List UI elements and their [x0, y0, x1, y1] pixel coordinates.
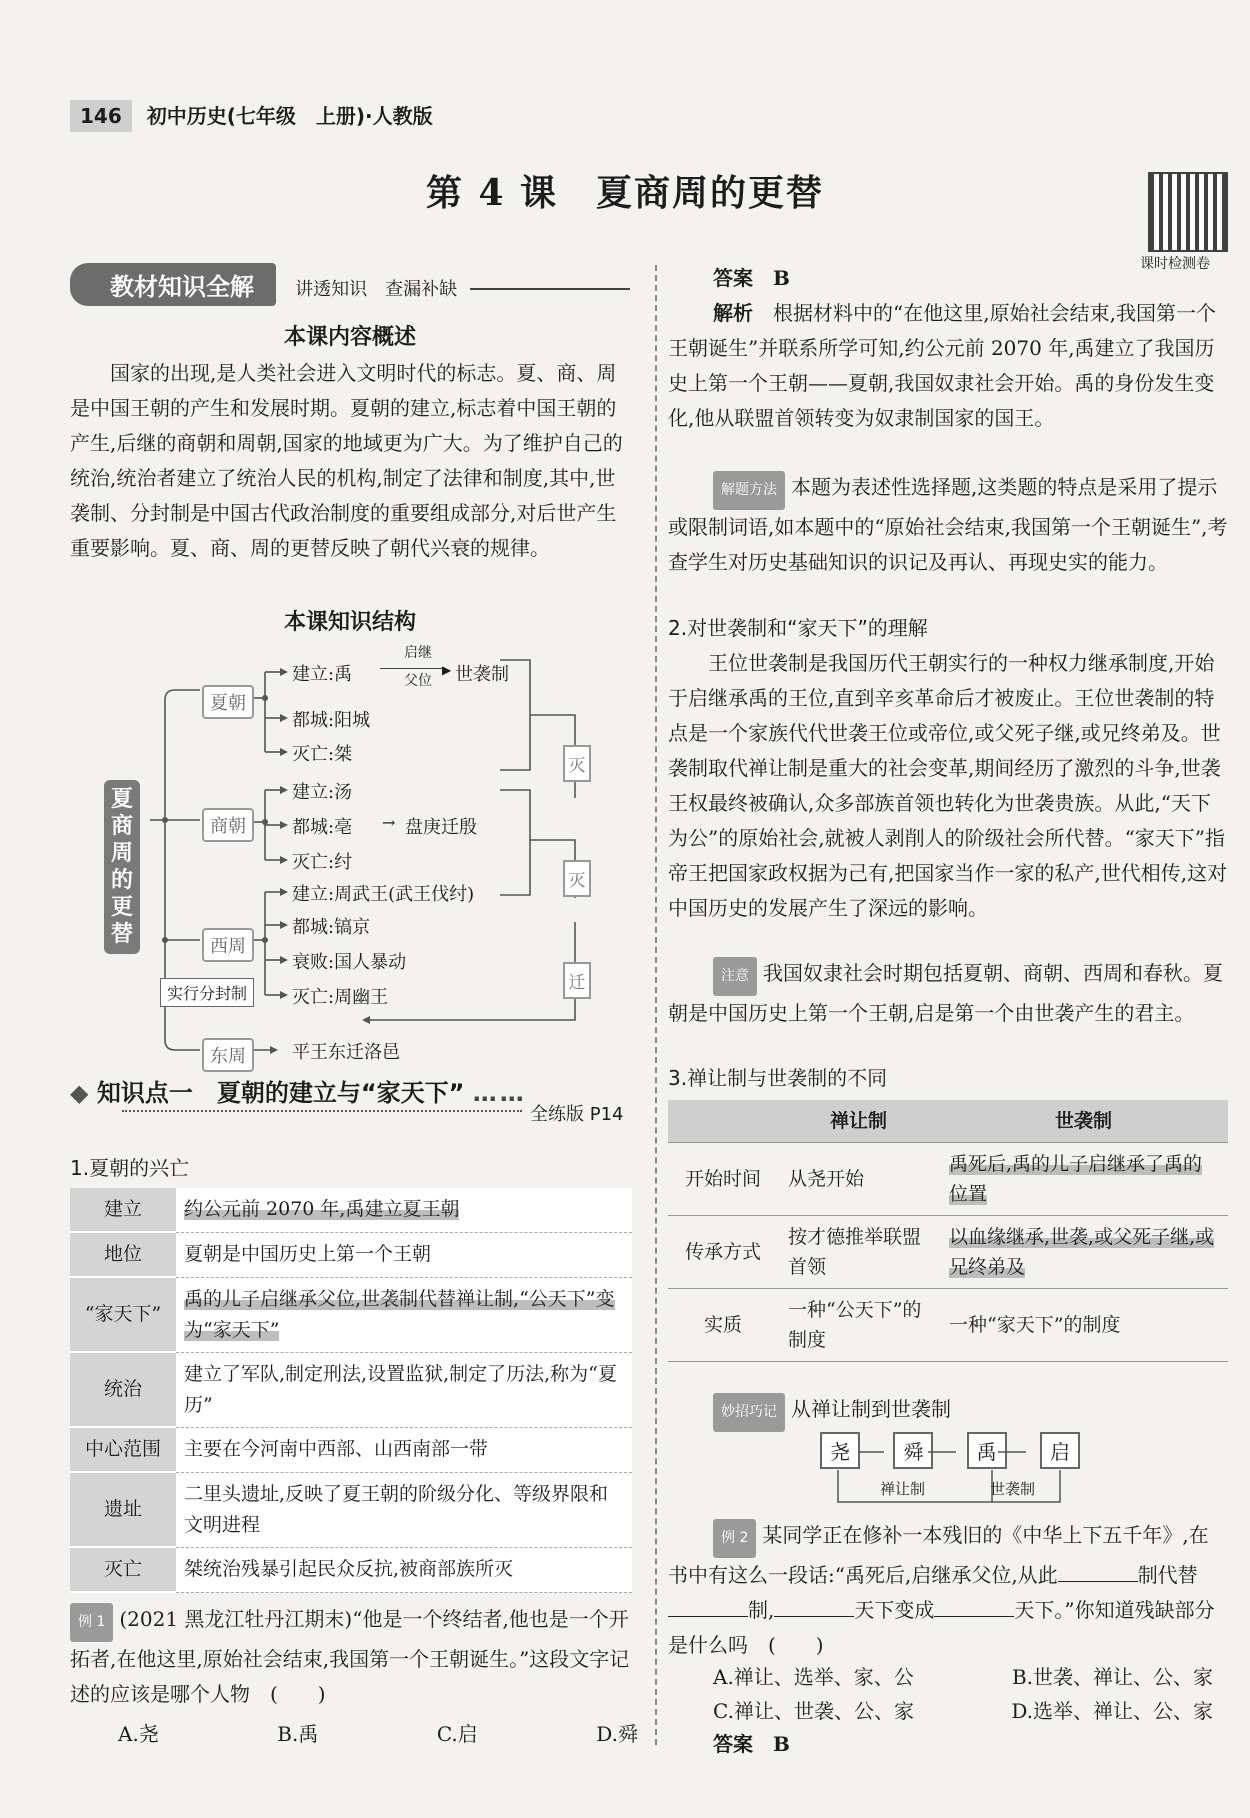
xia-row-value: 二里头遗址,反映了夏王朝的阶级分化、等级界限和文明进程 [176, 1472, 632, 1547]
xia-row-value [176, 1188, 632, 1232]
xia-row-key: 建立 [70, 1188, 176, 1232]
example-2-w1: 制代替 [1137, 1563, 1198, 1587]
book-title: 初中历史(七年级 上册)·人教版 [146, 104, 433, 128]
xia-arrow-head: ▶ [442, 663, 452, 677]
note-text: 我国奴隶社会时期包括夏朝、商朝、西周和春秋。夏朝是中国历史上第一个王朝,启是第一个由世袭产生的君主。 [668, 961, 1223, 1025]
xizhou-fall: 灭亡:周幽王 [292, 987, 389, 1008]
ex2-option-a[interactable]: A.禅让、选举、家、公 [713, 1665, 914, 1689]
chain-shun: 舜 [893, 1432, 933, 1469]
sec3-title: 3.禅让制与世袭制的不同 [668, 1066, 888, 1090]
sec2-title: 2.对世袭制和“家天下”的理解 [668, 616, 928, 640]
node-xia: 夏朝 [202, 685, 254, 719]
xia-table-row [70, 1472, 632, 1547]
xia-row-key: 遗址 [70, 1472, 176, 1547]
xia-row-value: 主要在今河南中西部、山西南部一带 [176, 1427, 632, 1472]
kp-dots [122, 1110, 522, 1112]
mie-box-2: 灭 [563, 860, 591, 897]
node-xizhou: 西周 [202, 928, 254, 962]
trick-group-1: 禅让制 [880, 1480, 926, 1498]
banner-title: 教材知识全解 [70, 263, 276, 306]
shang-founding: 建立:汤 [292, 782, 353, 803]
shang-move: 盘庚迁殷 [405, 817, 477, 838]
xia-row-highlight: 禹的儿子启继承父位,世袭制代替禅让制,“公天下”变为“家天下” [184, 1287, 615, 1341]
ex2-option-b[interactable]: B.世袭、禅让、公、家 [1011, 1665, 1213, 1689]
xia-rise-table [70, 1188, 632, 1593]
node-dongzhou: 东周 [202, 1038, 254, 1072]
ex1-option-d[interactable]: D.舜 [596, 1722, 638, 1746]
xia-row-key: 灭亡 [70, 1547, 176, 1592]
node-shang: 商朝 [202, 808, 254, 842]
qian-box: 迁 [563, 962, 591, 999]
ex1-option-a[interactable]: A.尧 [118, 1722, 159, 1746]
ct-r2-b: 一种“家天下”的制度 [939, 1289, 1228, 1362]
xia-rise-title: 1.夏朝的兴亡 [70, 1156, 190, 1180]
chain-yao: 尧 [820, 1432, 860, 1469]
ct-r0-a: 从尧开始 [778, 1143, 939, 1216]
ct-r2-a: 一种“公天下”的制度 [778, 1289, 939, 1362]
xia-row-value: 建立了军队,制定刑法,设置监狱,制定了历法,称为“夏历” [176, 1352, 632, 1427]
xia-capital: 都城:阳城 [292, 710, 371, 731]
xia-table-row [70, 1547, 632, 1592]
trick-group-2: 世袭制 [990, 1480, 1036, 1498]
xia-arrow-bottom: 父位 [404, 673, 432, 689]
trick-label: 妙招巧记 [713, 1393, 785, 1432]
xia-row-value [176, 1277, 632, 1352]
chain-yu: 禹 [967, 1432, 1007, 1469]
xia-table-row [70, 1188, 632, 1232]
xia-row-key: 地位 [70, 1232, 176, 1277]
ex1-option-c[interactable]: C.启 [436, 1722, 478, 1746]
trick [668, 1392, 1228, 1432]
analysis-text: 根据材料中的“在他这里,原始社会结束,我国第一个王朝诞生”并联系所学可知,约公元前 2070 年,禹建立了我国历史上第一个王朝——夏朝,我国奴隶社会开始。禹的身份发生变化,他从联盟首领转变为奴隶制国家的国王。 [668, 301, 1216, 430]
xia-row-highlight: 约公元前 2070 年,禹建立夏王朝 [184, 1198, 460, 1221]
qr-label: 课时检测卷 [1140, 256, 1210, 272]
example-2-paren: ( ) [768, 1633, 824, 1657]
xia-fall: 灭亡:桀 [292, 744, 353, 765]
xia-founding: 建立:禹 [292, 664, 353, 685]
xia-table-row [70, 1277, 632, 1352]
xia-system: 世袭制 [455, 664, 509, 685]
ex2-option-d[interactable]: D.选举、禅让、公、家 [1011, 1699, 1213, 1723]
answer-2-label: 答案 [713, 1732, 753, 1756]
example-2-options [713, 1660, 1213, 1728]
structure-root: 夏商周的更替 [104, 780, 140, 954]
blank-3[interactable] [774, 1616, 854, 1617]
ct-head-1: 禅让制 [778, 1100, 939, 1143]
xia-arrow-line [380, 668, 444, 669]
structure-title: 本课知识结构 [283, 610, 416, 635]
page-number: 146 [70, 100, 132, 132]
xia-row-value: 夏朝是中国历史上第一个王朝 [176, 1232, 632, 1277]
xizhou-capital: 都城:镐京 [292, 917, 371, 938]
answer-1 [713, 262, 790, 291]
column-divider [655, 265, 657, 1745]
method [668, 470, 1228, 580]
chain-qi: 启 [1040, 1432, 1080, 1469]
method-label: 解题方法 [713, 471, 785, 510]
ct-head-0 [668, 1100, 778, 1143]
fengjian-note: 实行分封制 [160, 978, 254, 1007]
trick-title: 从禅让制到世袭制 [791, 1397, 951, 1421]
knowledge-point-title: ◆ 知识点一 夏朝的建立与“家天下” …… [70, 1079, 527, 1107]
blank-1[interactable] [1058, 1581, 1138, 1582]
xia-row-key: “家天下” [70, 1277, 176, 1352]
ct-r1-b-text: 以血缘继承,世袭,或父死子继,或兄终弟及 [949, 1226, 1215, 1278]
answer-1-value: B [773, 266, 790, 290]
answer-2-value: B [773, 1732, 790, 1756]
xizhou-founding: 建立:周武王(武王伐纣) [292, 884, 475, 905]
section-banner [70, 263, 457, 301]
ct-r1-b [939, 1216, 1228, 1289]
ex1-option-b[interactable]: B.禹 [277, 1722, 319, 1746]
ct-r0-k: 开始时间 [668, 1143, 778, 1216]
shang-fall: 灭亡:纣 [292, 852, 353, 873]
page-header [70, 100, 433, 132]
blank-4[interactable] [934, 1616, 1014, 1617]
example-2-w3: 天下变成 [854, 1598, 935, 1622]
xia-table-row [70, 1352, 632, 1427]
ct-r2-k: 实质 [668, 1289, 778, 1362]
shang-capital: 都城:亳 [292, 817, 353, 838]
xia-row-key: 中心范围 [70, 1427, 176, 1472]
example-1-options [118, 1718, 638, 1747]
answer-2 [713, 1728, 790, 1757]
shang-arrow: → [382, 813, 396, 832]
xia-table-row [70, 1232, 632, 1277]
xizhou-decline: 衰败:国人暴动 [292, 952, 407, 973]
note [668, 956, 1228, 1031]
sec2-text: 王位世袭制是我国历代王朝实行的一种权力继承制度,开始于启继承禹的王位,直到辛亥革命后才被废止。王位世袭制的特点是一个家族代代世袭王位或帝位,或父死子继,或兄终弟及。世袭制取代禅让制是重大的社会变革,期间经历了激烈的斗争,世袭王权最终被确认,众多部族首领也转化为世袭贵族。从此,“天下为公”的原始社会,就被人剥削人的阶级社会所代替。“家天下”指帝王把国家政权据为己有,把国家当作一家的私产,世代相传,这对中国历史的发展产生了深远的影响。 [668, 651, 1228, 920]
overview-title: 本课内容概述 [283, 325, 416, 350]
note-label: 注意 [713, 957, 757, 996]
xia-row-key: 统治 [70, 1352, 176, 1427]
xia-table-row [70, 1427, 632, 1472]
example-1-text: (2021 黑龙江牡丹江期末)“他是一个终结者,他也是一个开拓者,在他这里,原始社会结束,我国第一个王朝诞生。”这段文字记述的应该是哪个人物 ( ) [70, 1607, 630, 1706]
dongzhou-move: 平王东迁洛邑 [292, 1042, 400, 1063]
ex2-option-c[interactable]: C.禅让、世袭、公、家 [713, 1699, 914, 1723]
example-1 [70, 1602, 632, 1712]
trick-brackets [820, 1440, 1090, 1510]
example-2-w4: 天下。”你知道残缺部分是什么吗 [668, 1598, 1215, 1657]
analysis-label: 解析 [713, 301, 753, 325]
example-2-tag: 例 2 [713, 1519, 756, 1558]
example-1-tag: 例 1 [70, 1603, 113, 1642]
ct-r1-k: 传承方式 [668, 1216, 778, 1289]
answer-1-label: 答案 [713, 266, 753, 290]
analysis [668, 296, 1228, 436]
ct-r0-b [939, 1143, 1228, 1216]
xia-row-value: 桀统治残暴引起民众反抗,被商部族所灭 [176, 1547, 632, 1592]
compare-table [668, 1100, 1228, 1362]
overview-text: 国家的出现,是人类社会进入文明时代的标志。夏、商、周是中国王朝的产生和发展时期。夏朝的建立,标志着中国王朝的产生,后继的商朝和周朝,国家的地域更为广大。为了维护自己的统治,统治者建立了统治人民的机构,制定了法律和制度,其中,世袭制、分封制是中国古代政治制度的重要组成部分,对后世产生重要影响。夏、商、周的更替反映了朝代兴衰的规律。 [70, 361, 623, 560]
kp-title-text: 知识点一 夏朝的建立与“家天下” [96, 1079, 465, 1107]
xia-arrow-top: 启继 [404, 645, 432, 661]
lesson-title: 第 4 课 夏商周的更替 [425, 172, 825, 214]
ct-r0-b-text: 禹死后,禹的儿子启继承了禹的位置 [949, 1153, 1203, 1205]
blank-2[interactable] [668, 1616, 748, 1617]
example-2-w2: 制, [748, 1598, 775, 1622]
example-2 [668, 1518, 1228, 1663]
banner-sub: 讲透知识 查漏补缺 [295, 279, 458, 300]
mie-box-1: 灭 [563, 745, 591, 782]
ct-head-2: 世袭制 [939, 1100, 1228, 1143]
kp-ref: 全练版 P14 [530, 1104, 624, 1125]
qr-code-icon[interactable] [1148, 172, 1228, 252]
example-2-text: 某同学正在修补一本残旧的《中华上下五千年》,在书中有这么一段话:“禹死后,启继承父位,从此 [668, 1523, 1209, 1587]
banner-line [470, 288, 630, 290]
method-text: 本题为表述性选择题,这类题的特点是采用了提示或限制词语,如本题中的“原始社会结束,我国第一个王朝诞生”,考查学生对历史基础知识的识记及再认、再现史实的能力。 [668, 475, 1228, 574]
ct-r1-a: 按才德推举联盟首领 [778, 1216, 939, 1289]
